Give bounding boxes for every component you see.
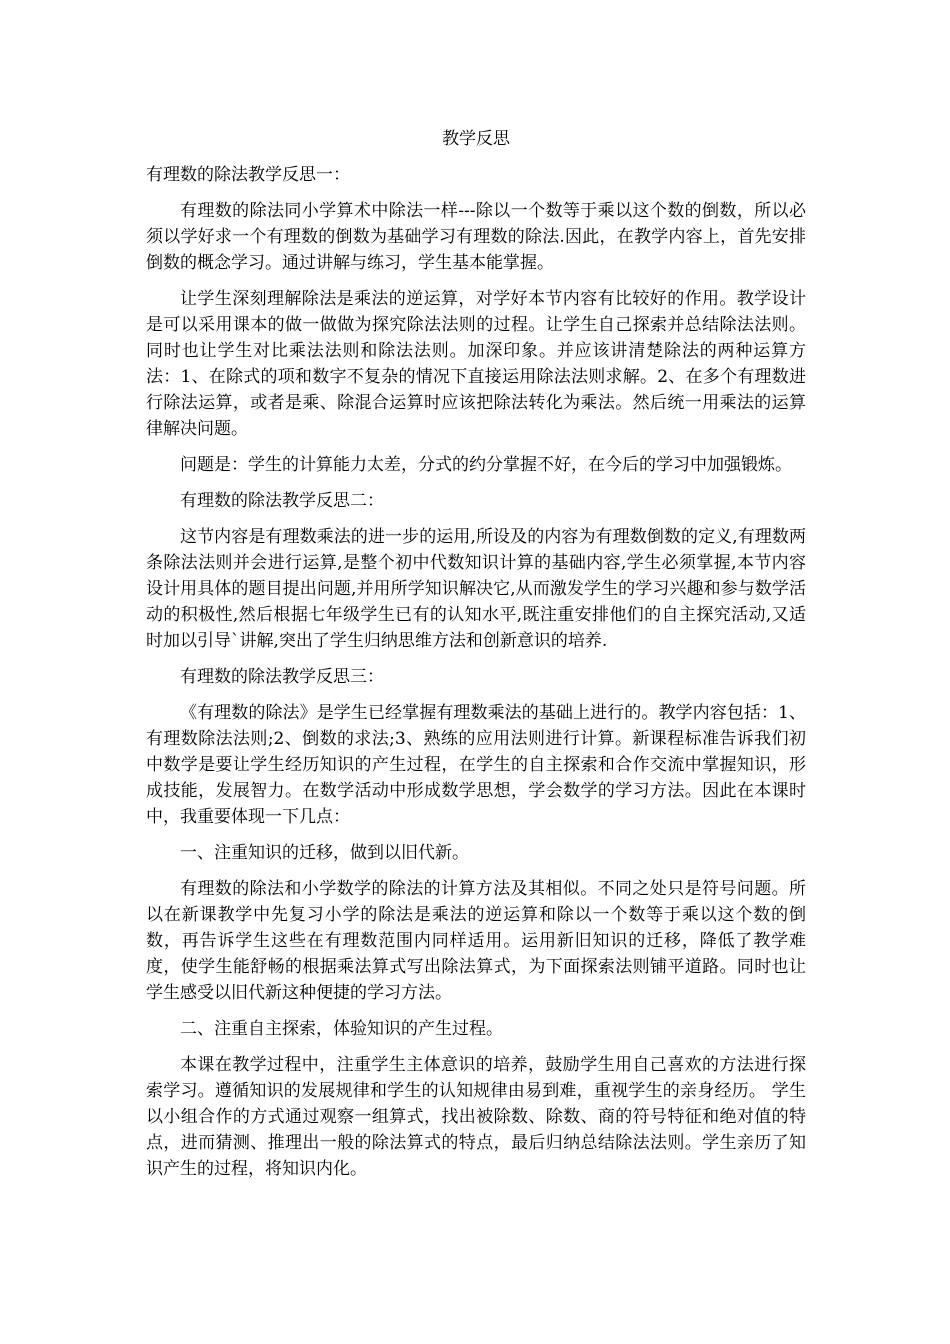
section-heading-3: 有理数的除法教学反思三： xyxy=(180,667,384,687)
document-page xyxy=(146,126,806,1192)
paragraph: 有理数的除法和小学数学的除法的计算方法及其相似。不同之处只是符号问题。所以在新课教学中先复习小学的除法是乘法的逆运算和除以一个数等于乘以这个数的倒数，再告诉学生这些在有理数范围内同样适用。运用新旧知识的迁移，降低了教学难度，使学生能舒畅的根据乘法算式写出除法算式，为下面探索法则铺平道路。同时也让学生感受以旧代新这种便捷的学习方法。 xyxy=(146,879,806,1003)
paragraph: 《有理数的除法》是学生已经掌握有理数乘法的基础上进行的。教学内容包括：1、有理数除法法则;2、倒数的求法;3、熟练的应用法则进行计算。新课程标准告诉我们初中数学是要让学生经历知识的产生过程，在学生的自主探索和合作交流中掌握知识，形成技能，发展智力。在数学活动中形成数学思想，学会数学的学习方法。因此在本课时中，我重要体现一下几点： xyxy=(146,703,806,827)
paragraph: 本课在教学过程中，注重学生主体意识的培养，鼓励学生用自己喜欢的方法进行探索学习。遵循知识的发展规律和学生的认知规律由易到难，重视学生的亲身经历。 学生以小组合作的方式通过观察一组算式，找出被除数、除数、商的符号特征和绝对值的特点，进而猜测、推理出一般的除法算式的特点，最后归纳总结除法法则。学生亲历了知识产生的过程，将知识内化。 xyxy=(146,1055,806,1179)
document-title: 教学反思 xyxy=(442,129,510,149)
section-heading-1: 有理数的除法教学反思一： xyxy=(146,165,350,185)
paragraph: 有理数的除法同小学算术中除法一样---除以一个数等于乘以这个数的倒数，所以必须以学好求一个有理数的倒数为基础学习有理数的除法.因此，在教学内容上，首先安排倒数的概念学习。通过讲解与练习，学生基本能掌握。 xyxy=(146,201,806,273)
paragraph: 问题是：学生的计算能力太差，分式的约分掌握不好，在今后的学习中加强锻炼。 xyxy=(180,455,792,475)
section-heading-2: 有理数的除法教学反思二： xyxy=(180,491,384,511)
subheading: 一、注重知识的迁移，做到以旧代新。 xyxy=(180,843,469,863)
paragraph: 让学生深刻理解除法是乘法的逆运算，对学好本节内容有比较好的作用。教学设计是可以采用课本的做一做做为探究除法法则的过程。让学生自己探索并总结除法法则。同时也让学生对比乘法法则和除法法则。加深印象。并应该讲清楚除法的两种运算方法：1、在除式的项和数字不复杂的情况下直接运用除法法则求解。2、在多个有理数进行除法运算，或者是乘、除混合运算时应该把除法转化为乘法。然后统一用乘法的运算律解决问题。 xyxy=(146,289,806,439)
subheading: 二、注重自主探索，体验知识的产生过程。 xyxy=(180,1019,503,1039)
paragraph: 这节内容是有理数乘法的进一步的运用,所设及的内容为有理数倒数的定义,有理数两条除法法则并会进行运算,是整个初中代数知识计算的基础内容,学生必须掌握,本节内容设计用具体的题目提出问题,并用所学知识解决它,从而激发学生的学习兴趣和参与数学活动的积极性,然后根据七年级学生已有的认知水平,既注重安排他们的自主探究活动,又适时加以引导`讲解,突出了学生归纳思维方法和创新意识的培养. xyxy=(146,527,806,651)
